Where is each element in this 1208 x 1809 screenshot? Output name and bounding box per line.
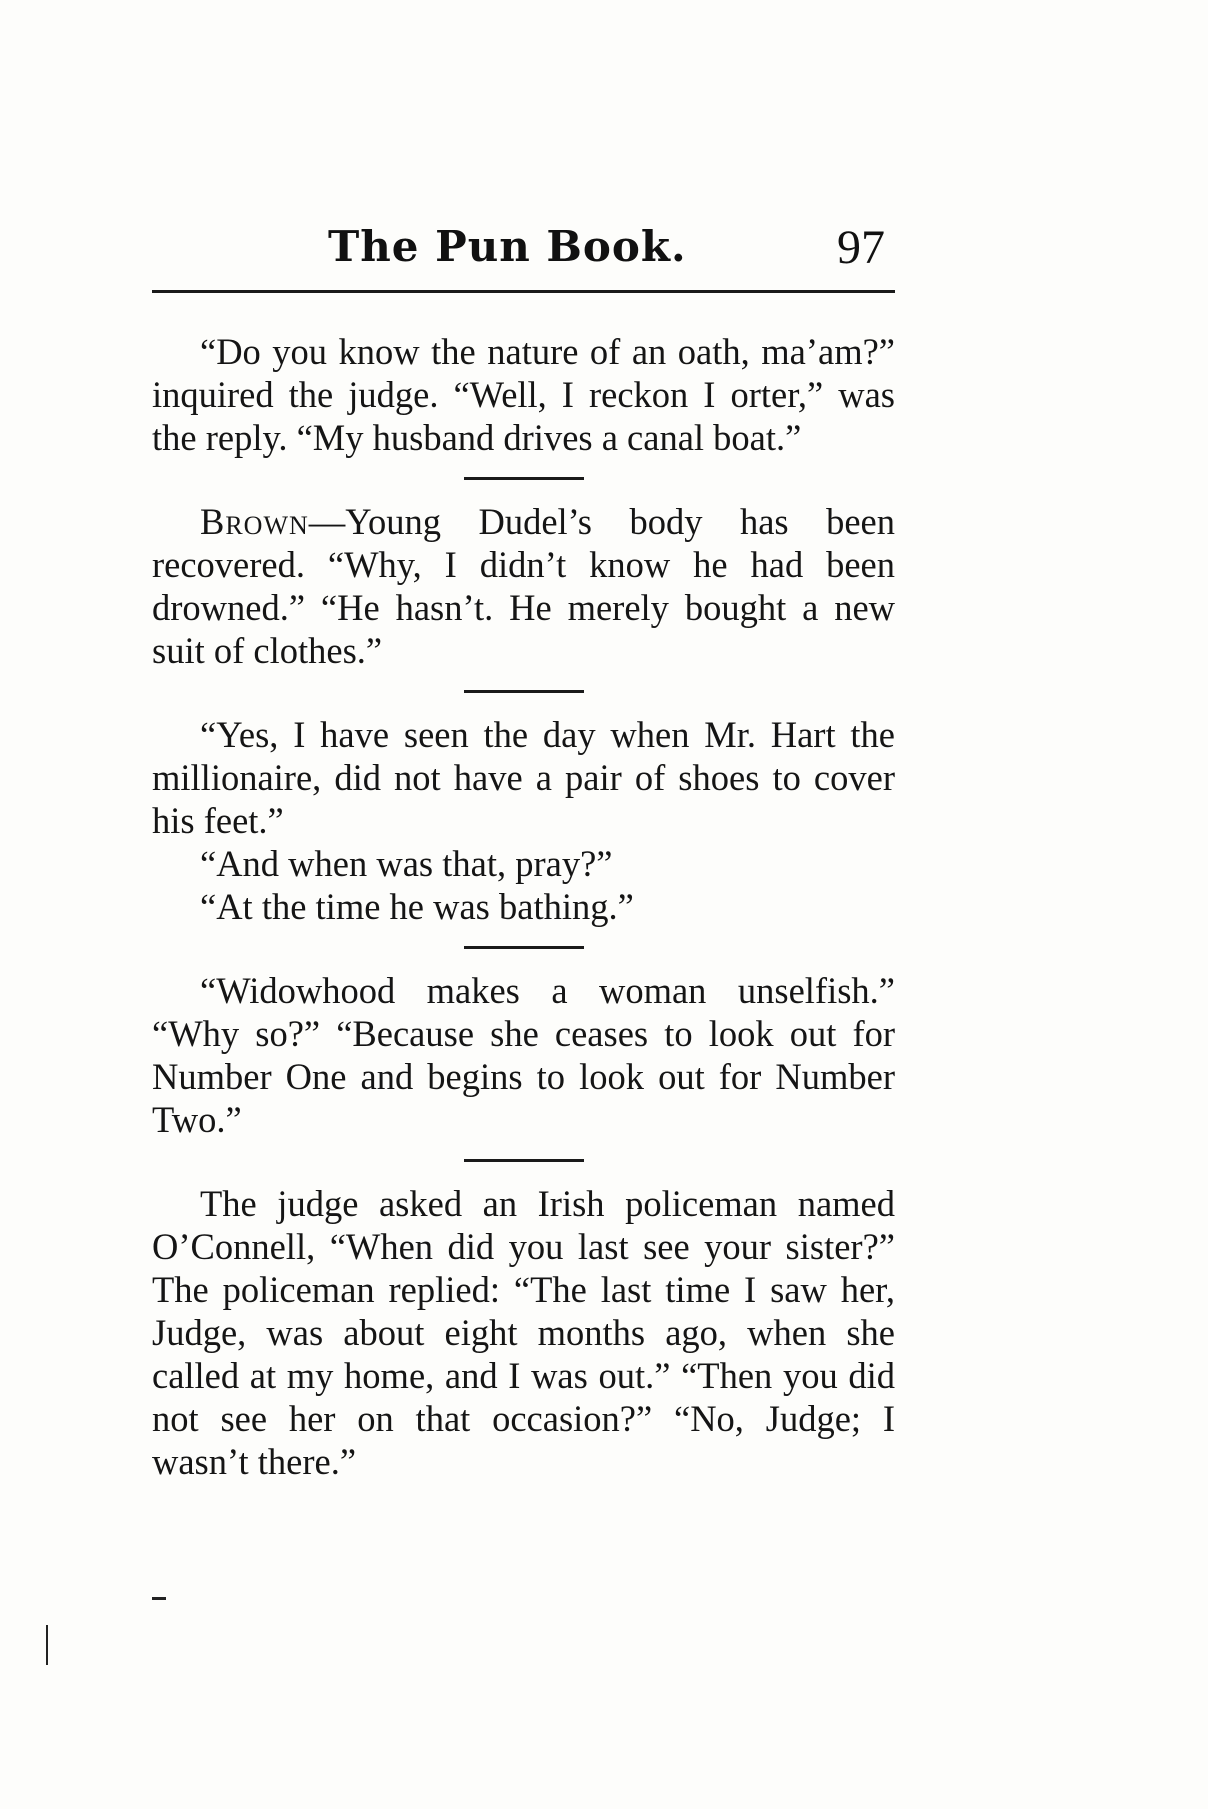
dialogue-line: “At the time he was bathing.” [200,886,634,927]
entry-millionaire-joke [152,713,895,928]
paragraph: “Do you know the nature of an oath, ma’am?” inquired the judge. “Well, I reckon I orter,” was the reply. “My husband drives a canal boat.” [152,331,895,458]
header-rule [152,290,895,293]
section-divider [464,690,584,693]
entry-widowhood-joke [152,969,895,1141]
section-divider [464,477,584,480]
entry-oath-joke [152,330,895,459]
paragraph: “Yes, I have seen the day when Mr. Hart the millionaire, did not have a pair of shoes to cover his feet.” [152,714,895,841]
section-divider [464,946,584,949]
entry-policeman-joke [152,1182,895,1483]
entry-brown-joke [152,500,895,672]
page-body [152,330,895,1483]
scan-artifact-mark [46,1625,48,1665]
running-header [152,218,895,294]
scan-artifact-mark [152,1597,166,1600]
paragraph: The judge asked an Irish policeman named O’Connell, “When did you last see your sister?” The policeman replied: “The last time I saw her, Judge, was about eight months ago, when she called at my home, and I was out.” “Then you did not see her on that occasion?” “No, Judge; I wasn’t there.” [152,1183,895,1482]
paragraph-text: —Young Dudel’s body has been recovered. “Why, I didn’t know he had been drowned.” “He hasn’t. He merely bought a new suit of clothes.” [152,501,895,671]
page-number: 97 [837,221,885,274]
speaker-lead: Brown [200,501,309,542]
section-divider [464,1159,584,1162]
paragraph: “Widowhood makes a woman unselfish.” “Why so?” “Because she ceases to look out for Number One and begins to look out for Number Two.” [152,970,895,1140]
paragraph [152,500,895,672]
running-title: The Pun Book. [328,222,687,271]
dialogue-line: “And when was that, pray?” [200,843,613,884]
